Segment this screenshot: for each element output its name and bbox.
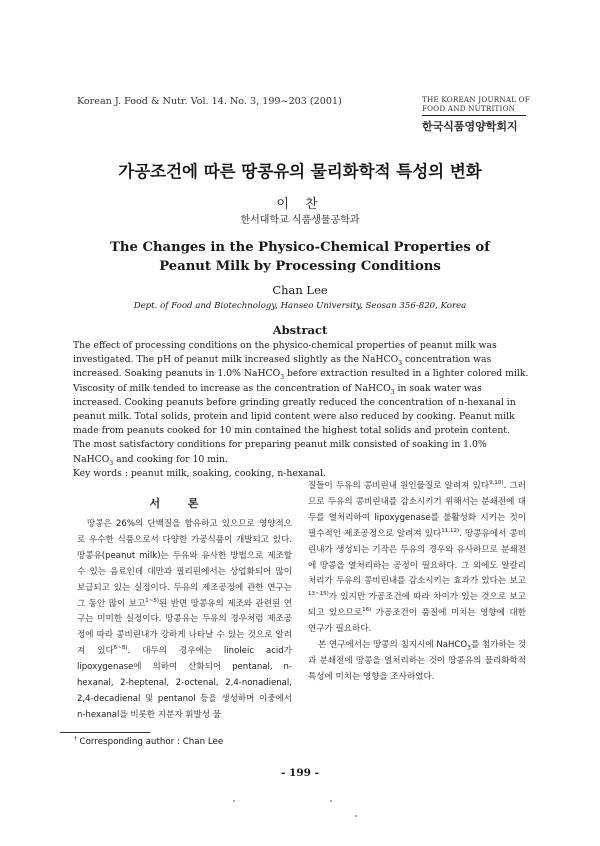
journal-name-ko: 한국식품영양학회지 — [422, 120, 518, 133]
title-english: The Changes in the Physico-Chemical Properties of Peanut Milk by Processing Conditions — [110, 240, 490, 274]
scan-speck — [355, 815, 357, 817]
page-number: - 199 - — [281, 767, 319, 779]
title-korean: 가공조건에 따른 땅콩유의 물리화학적 특성의 변화 — [118, 162, 482, 181]
author-korean: 이 찬 — [276, 197, 324, 212]
abstract-heading: Abstract — [272, 323, 328, 337]
scan-speck — [330, 800, 332, 802]
intro-right-column — [308, 479, 526, 686]
author-english: Chan Lee — [272, 283, 328, 297]
journal-name-en-line1: THE KOREAN JOURNAL OF — [422, 95, 530, 104]
abstract-body — [73, 339, 529, 481]
affiliation-english: Dept. of Food and Biotechnology, Hanseo University, Seosan 356-820, Korea — [133, 301, 467, 311]
abstract-paragraph: The effect of processing conditions on the physico-chemical properties of peanut milk was investigated. The pH of peanut milk increased slightly as the NaHCO$_3$ concentration was increased. Soaking peanuts in 1.0% NaHCO$_3$ before extraction resulted in a lighter colored milk. Viscosity of milk tended to increase as the concentration of NaHCO$_3$ in soak water was increased. Cooking peanuts before grinding greatly reduced the concentration of n-hexanal in peanut milk. Total solids, protein and lipid content were also reduced by cooking. Peanut milk made from peanuts cooked for 10 min contained the highest total solids and protein content. The most satisfactory conditions for preparing peanut milk consisted of soaking in 1.0% NaHCO$_3$ and cooking for 10 min. — [73, 340, 529, 467]
journal-citation: Korean J. Food & Nutr. Vol. 14. No. 3, 199~203 (2001) — [77, 96, 342, 107]
journal-name-en-line2: FOOD AND NUTRITION — [422, 103, 516, 113]
section-heading-intro: 서 론 — [149, 497, 211, 510]
intro-paragraph-aim: 본 연구에서는 땅콩의 침지시에 NaHCO$_3$를 첨가하는 것과 분쇄전에 땅콩을 열처리하는 것이 땅콩유의 물리화학적 특성에 미치는 영향을 조사하였다. — [308, 640, 526, 682]
footnote-divider — [60, 732, 150, 733]
keywords: Key words : peanut milk, soaking, cooking, n-hexanal. — [73, 467, 326, 479]
scan-speck — [233, 800, 235, 802]
masthead-divider — [422, 115, 526, 116]
affiliation-korean: 한서대학교 식품생물공학과 — [240, 215, 360, 226]
journal-masthead — [422, 96, 552, 134]
intro-paragraph-continued: 질들이 두유의 콩비린내 원인물질로 알려져 있다$^{9,10)}$. 그러므로 두유의 콩비린내를 감소시키기 위해서는 분쇄전에 대두를 열처리하여 lipoxygenase를 불활성화 시키는 것이 필수적인 제조공정으로 알려져 있다$^{11,12)}$. 땅콩유에서 콩비린내가 생성되는 기작은 두유의 경우와 유사하므로 분쇄전에 땅콩을 열처리하는 공정이 필요하다. 그 외에도 알칼리 처리가 두유의 콩비린내를 감소시키는 효과가 있다는 보고$^{13\sim 15)}$가 있지만 가공조건에 따라 차이가 있는 것으로 보고되고 있으므로$^{16)}$ 가공조건이 품질에 미치는 영향에 대한 연구가 필요하다. — [308, 480, 526, 635]
footnote: † Corresponding author : Chan Lee — [74, 736, 224, 747]
intro-left-column: 땅콩은 26%의 단백질을 함유하고 있으므로 영양적으로 우수한 식품으로서 다양한 가공식품이 개발되고 있다. 땅콩유(peanut milk)는 두유와 유사한 방법으로 제조할 수 있는 음료인데 대만과 필리핀에서는 상업화되어 많이 보급되고 있는 실정이다. 두유의 제조공정에 관한 연구는 그 동안 많이 보고$^{1\sim 5)}$된 반면 땅콩유의 제조와 관련된 연구는 미미한 실정이다. 땅콩유는 두유의 경우처럼 제조공정에 따라 콩비린내가 강하게 나타날 수 있는 것으로 알려져 있다$^{6\sim 8)}$. 대두의 경우에는 linoleic acid가 lipoxygenase에 의하여 산화되어 pentanal, n-hexanal, 2-heptenal, 2-octenal, 2,4-nonadienal, 2,4-decadienal 및 pentanol 등을 생성하며 이중에서 n-hexanal을 비롯한 지분자 휘발성 물 — [77, 519, 293, 720]
